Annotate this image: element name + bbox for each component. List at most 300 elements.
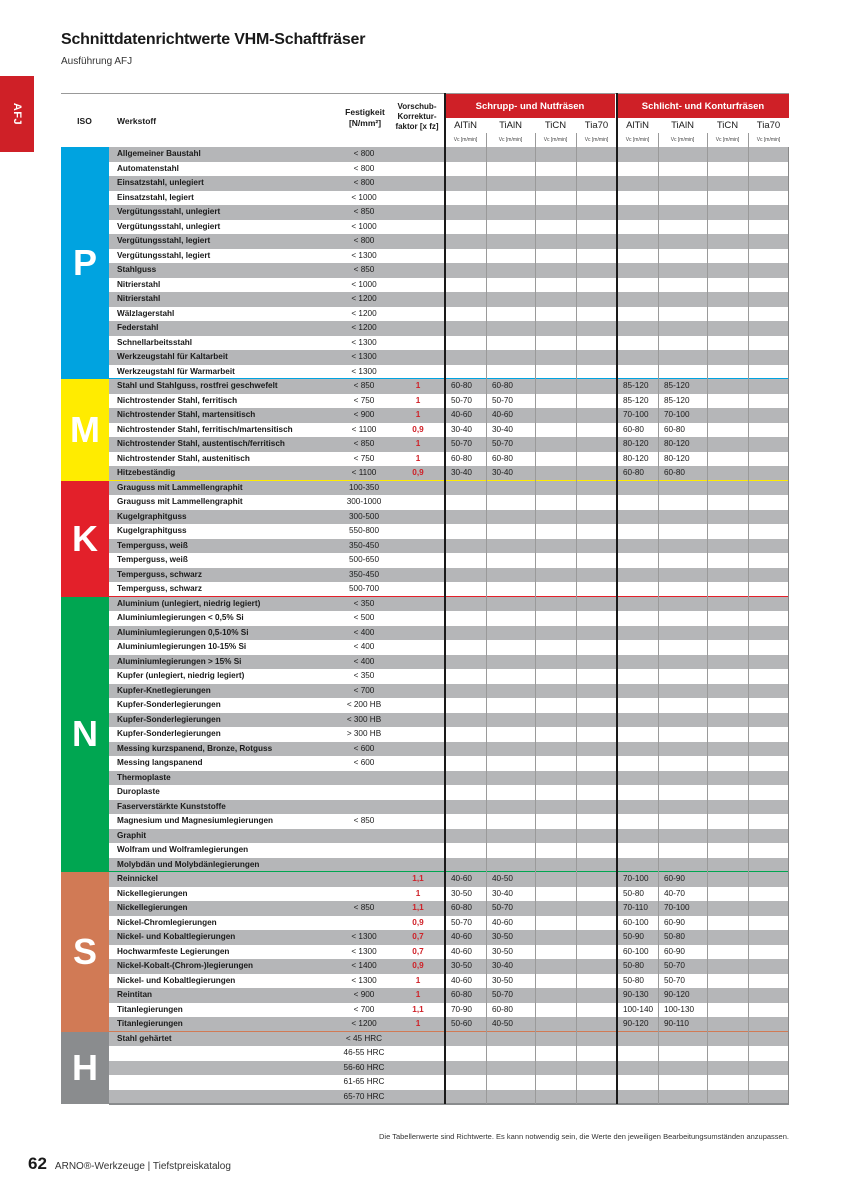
vc-cell	[713, 234, 748, 249]
vc-cell	[582, 916, 617, 931]
vc-cell	[541, 1017, 576, 1032]
vc-cell	[582, 698, 617, 713]
vc-cell	[541, 365, 576, 380]
vc-cell	[713, 640, 748, 655]
vc-cell	[754, 800, 789, 815]
vc-cell	[582, 452, 617, 467]
vc-cell	[582, 669, 617, 684]
iso-group-letter: K	[72, 517, 98, 559]
werkstoff-cell: Vergütungsstahl, legiert	[117, 250, 211, 260]
vc-cell: 50-60	[451, 1019, 472, 1028]
vc-cell	[664, 756, 707, 771]
vc-cell	[754, 901, 789, 916]
vc-cell: 60-80	[451, 990, 472, 999]
vc-cell: 50-70	[492, 395, 513, 405]
vc-cell	[664, 800, 707, 815]
werkstoff-cell: Titanlegierungen	[117, 1004, 183, 1014]
vc-cell	[754, 321, 789, 336]
festigkeit-cell: < 1000	[351, 279, 377, 289]
vc-cell	[582, 1090, 617, 1105]
werkstoff-cell: Messing kurzspanend, Bronze, Rotguss	[117, 743, 273, 753]
vorschub-factor-cell	[391, 278, 445, 293]
table-row	[109, 162, 789, 177]
vc-cell	[492, 785, 535, 800]
table-row	[109, 1061, 789, 1076]
vc-cell	[754, 466, 789, 481]
festigkeit-cell: < 1100	[351, 468, 377, 477]
vc-cell	[451, 263, 486, 278]
vc-cell	[623, 843, 658, 858]
vorschub-factor-cell	[391, 365, 445, 380]
werkstoff-cell: Kupfer-Sonderlegierungen	[117, 729, 221, 738]
header-group-schrupp: Schrupp- und Nutfräsen	[445, 94, 615, 118]
vc-cell	[541, 524, 576, 539]
werkstoff-cell: Aluminiumlegierungen < 0,5% Si	[117, 613, 244, 622]
vorschub-factor-cell	[391, 524, 445, 539]
werkstoff-cell: Kugelgraphitguss	[117, 526, 187, 535]
table-row	[109, 945, 789, 960]
werkstoff-cell: Nichtrostender Stahl, ferritisch/martensitisch	[117, 424, 293, 434]
festigkeit-cell: < 800	[353, 236, 375, 245]
vc-cell	[582, 568, 617, 583]
festigkeit-cell: 46-55 HRC	[343, 1048, 385, 1057]
vc-cell	[754, 408, 789, 423]
vc-cell	[664, 278, 707, 293]
vc-cell: 60-80	[623, 424, 644, 434]
festigkeit-cell	[337, 829, 391, 844]
vc-cell: 40-60	[492, 917, 513, 927]
table-row	[109, 930, 789, 945]
vc-cell	[623, 292, 658, 307]
vc-cell	[623, 1090, 658, 1105]
festigkeit-cell: < 200 HB	[346, 700, 382, 709]
werkstoff-cell: Wolfram und Wolframlegierungen	[117, 845, 249, 854]
column-divider	[535, 133, 536, 1104]
vc-cell	[754, 1032, 789, 1047]
werkstoff-cell: Messing langspanend	[117, 758, 203, 767]
vc-cell	[451, 162, 486, 177]
vc-cell	[754, 814, 789, 829]
vc-cell: 40-60	[451, 932, 472, 941]
iso-group-letter: N	[72, 713, 98, 755]
vc-cell	[713, 321, 748, 336]
vc-cell: 50-70	[451, 395, 472, 405]
vc-cell	[541, 292, 576, 307]
vc-cell	[451, 249, 486, 264]
header-unit: Vc [m/min]	[670, 137, 695, 143]
table-row	[109, 539, 789, 554]
vc-cell	[754, 945, 789, 960]
vc-cell	[754, 147, 789, 162]
vc-cell	[664, 234, 707, 249]
vc-cell	[541, 858, 576, 873]
vc-cell	[623, 365, 658, 380]
vc-cell	[754, 684, 789, 699]
vc-cell	[582, 872, 617, 887]
vc-cell	[541, 162, 576, 177]
header-coating: TiAlN	[671, 120, 694, 131]
vc-cell	[754, 510, 789, 525]
vc-cell	[492, 162, 535, 177]
vc-cell	[582, 307, 617, 322]
vorschub-factor-cell	[391, 481, 445, 496]
side-tab-label: AFJ	[11, 102, 23, 126]
vc-cell	[754, 1017, 789, 1032]
vc-cell	[541, 669, 576, 684]
vorschub-factor-cell	[391, 742, 445, 757]
werkstoff-cell: Temperguss, weiß	[117, 540, 188, 550]
vc-cell	[582, 611, 617, 626]
festigkeit-cell: < 800	[353, 149, 375, 158]
vorschub-factor-cell: 0,7	[412, 946, 424, 956]
vc-cell	[713, 698, 748, 713]
vc-cell	[492, 292, 535, 307]
vc-cell	[492, 1090, 535, 1105]
festigkeit-cell: < 800	[353, 163, 375, 173]
vorschub-factor-cell	[391, 626, 445, 641]
header-unit: Vc [m/min]	[715, 137, 740, 143]
vc-cell: 60-100	[623, 917, 649, 927]
vc-cell	[451, 205, 486, 220]
vc-cell	[582, 901, 617, 916]
vc-cell	[623, 785, 658, 800]
festigkeit-cell: 100-350	[348, 482, 380, 492]
vc-cell	[541, 466, 576, 481]
vc-cell: 85-120	[623, 381, 649, 390]
vc-cell	[664, 147, 707, 162]
vc-cell	[623, 698, 658, 713]
vc-cell	[582, 1061, 617, 1076]
vc-cell	[541, 626, 576, 641]
header-festigkeit	[340, 107, 390, 128]
vc-cell	[713, 974, 748, 989]
vc-cell: 60-80	[492, 381, 513, 390]
side-tab[interactable]	[0, 76, 34, 152]
vc-cell	[541, 1061, 576, 1076]
vc-cell	[623, 727, 658, 742]
vc-cell: 70-100	[623, 410, 649, 419]
vc-cell	[713, 524, 748, 539]
table-row	[109, 553, 789, 568]
festigkeit-cell: 56-60 HRC	[343, 1062, 385, 1072]
vc-cell	[492, 539, 535, 554]
vc-cell	[541, 655, 576, 670]
vc-cell	[754, 829, 789, 844]
vc-cell	[713, 379, 748, 394]
vc-cell	[451, 481, 486, 496]
werkstoff-cell: Nickellegierungen	[117, 888, 188, 898]
vc-cell	[754, 655, 789, 670]
vc-cell	[541, 205, 576, 220]
vc-cell: 30-40	[492, 961, 513, 970]
vorschub-factor-cell	[391, 713, 445, 728]
vc-cell	[541, 800, 576, 815]
festigkeit-cell: < 350	[353, 598, 375, 608]
vc-cell	[582, 1075, 617, 1090]
vc-cell	[541, 771, 576, 786]
header-festigkeit-line1: Festigkeit	[345, 107, 385, 117]
vc-cell	[582, 191, 617, 206]
vc-cell	[582, 930, 617, 945]
column-divider	[486, 133, 487, 1104]
festigkeit-cell	[337, 771, 391, 786]
vc-cell: 60-80	[451, 903, 472, 912]
vc-cell	[754, 887, 789, 902]
table-row	[109, 611, 789, 626]
vc-cell	[713, 1032, 748, 1047]
vc-cell	[451, 176, 486, 191]
vorschub-factor-cell	[391, 336, 445, 351]
vorschub-factor-cell	[391, 321, 445, 336]
vc-cell	[754, 539, 789, 554]
vc-cell	[492, 191, 535, 206]
vc-cell	[492, 626, 535, 641]
werkstoff-cell: Werkzeugstahl für Warmarbeit	[117, 366, 235, 376]
vc-cell	[541, 727, 576, 742]
vc-cell	[664, 785, 707, 800]
vc-cell	[754, 669, 789, 684]
header-vorschub-line1: Vorschub-	[397, 102, 437, 111]
werkstoff-cell: Federstahl	[117, 323, 159, 332]
vc-cell	[623, 1032, 658, 1047]
vorschub-factor-cell	[391, 771, 445, 786]
vc-cell	[582, 582, 617, 597]
vc-cell	[754, 263, 789, 278]
festigkeit-cell	[337, 800, 391, 815]
festigkeit-cell: < 1200	[351, 308, 377, 318]
table-row	[109, 582, 789, 597]
vc-cell	[492, 205, 535, 220]
vc-cell	[664, 292, 707, 307]
vc-cell	[754, 162, 789, 177]
vc-cell	[582, 553, 617, 568]
vc-cell	[754, 698, 789, 713]
vc-cell	[582, 655, 617, 670]
vc-cell	[492, 611, 535, 626]
vorschub-factor-cell: 0,9	[412, 424, 424, 434]
vc-cell	[582, 887, 617, 902]
vorschub-factor-cell	[391, 1075, 445, 1090]
vc-cell	[492, 800, 535, 815]
werkstoff-cell: Nickel-Kobalt-(Chrom-)legierungen	[117, 961, 254, 970]
vc-cell	[582, 481, 617, 496]
vc-cell	[451, 771, 486, 786]
vc-cell	[451, 568, 486, 583]
vc-cell	[492, 249, 535, 264]
vc-cell	[754, 959, 789, 974]
vc-cell	[541, 640, 576, 655]
vc-cell	[754, 771, 789, 786]
table-row	[109, 713, 789, 728]
vc-cell	[664, 1061, 707, 1076]
table-row	[109, 263, 789, 278]
werkstoff-cell: Schnellarbeitsstahl	[117, 337, 193, 347]
vorschub-factor-cell	[391, 1061, 445, 1076]
vorschub-factor-cell	[391, 205, 445, 220]
vc-cell: 30-40	[492, 888, 513, 898]
vc-cell	[623, 626, 658, 641]
werkstoff-cell: Allgemeiner Baustahl	[117, 149, 201, 158]
page-subtitle: Ausführung AFJ	[61, 56, 133, 67]
iso-group-p	[61, 147, 109, 379]
vc-cell	[492, 771, 535, 786]
table-row	[109, 249, 789, 264]
vc-cell	[623, 495, 658, 510]
vc-cell	[713, 1046, 748, 1061]
table-row	[109, 278, 789, 293]
table-header	[61, 93, 789, 147]
vc-cell	[623, 640, 658, 655]
vc-cell	[582, 771, 617, 786]
vc-cell	[664, 611, 707, 626]
vc-cell	[713, 727, 748, 742]
vc-cell	[664, 263, 707, 278]
vc-cell: 30-50	[492, 946, 513, 956]
vc-cell	[713, 350, 748, 365]
vc-cell	[582, 858, 617, 873]
vc-cell	[754, 582, 789, 597]
table-row	[109, 684, 789, 699]
vc-cell	[582, 147, 617, 162]
vc-cell	[713, 597, 748, 612]
vorschub-factor-cell	[391, 553, 445, 568]
vorschub-factor-cell: 1	[415, 975, 421, 985]
vc-cell	[754, 611, 789, 626]
vc-cell	[623, 350, 658, 365]
vc-cell	[541, 1003, 576, 1018]
vc-cell	[754, 843, 789, 858]
vc-cell	[713, 394, 748, 409]
vc-cell	[664, 669, 707, 684]
table-row	[109, 800, 789, 815]
vc-cell	[541, 147, 576, 162]
iso-group-s	[61, 872, 109, 1032]
vc-cell	[754, 278, 789, 293]
werkstoff-cell: Nickel-Chromlegierungen	[117, 917, 217, 927]
vc-cell	[582, 742, 617, 757]
vc-cell	[541, 684, 576, 699]
festigkeit-cell: 300-1000	[346, 497, 382, 506]
vc-cell	[754, 205, 789, 220]
werkstoff-cell: Werkzeugstahl für Kaltarbeit	[117, 352, 228, 361]
werkstoff-cell: Einsatzstahl, unlegiert	[117, 178, 204, 187]
festigkeit-cell: < 1300	[351, 932, 377, 941]
vc-cell	[582, 394, 617, 409]
header-coating: AlTiN	[454, 120, 477, 131]
vc-cell	[582, 249, 617, 264]
vc-cell	[451, 698, 486, 713]
vc-cell	[754, 1003, 789, 1018]
vc-cell	[623, 249, 658, 264]
vc-cell	[664, 162, 707, 177]
vc-cell: 60-80	[492, 1004, 513, 1014]
werkstoff-cell: Kupfer-Knetlegierungen	[117, 685, 211, 695]
vc-cell	[492, 655, 535, 670]
vc-cell	[713, 205, 748, 220]
table-row	[109, 1003, 789, 1018]
vc-cell: 70-100	[623, 874, 649, 883]
vc-cell	[754, 568, 789, 583]
table-row	[109, 742, 789, 757]
werkstoff-cell: Nickellegierungen	[117, 903, 188, 912]
vorschub-factor-cell	[391, 814, 445, 829]
festigkeit-cell: < 1300	[351, 352, 377, 361]
vc-cell: 60-90	[664, 917, 685, 927]
vc-cell	[582, 437, 617, 452]
vc-cell	[664, 220, 707, 235]
vc-cell	[623, 771, 658, 786]
table-row	[109, 829, 789, 844]
vc-cell	[492, 640, 535, 655]
werkstoff-cell: Vergütungsstahl, legiert	[117, 236, 211, 245]
festigkeit-cell: < 1200	[351, 294, 377, 303]
table-row	[109, 307, 789, 322]
vc-cell	[754, 872, 789, 887]
vc-cell: 50-90	[623, 932, 644, 941]
vc-cell	[541, 408, 576, 423]
vc-cell	[713, 191, 748, 206]
vc-cell	[582, 684, 617, 699]
vc-cell	[541, 350, 576, 365]
iso-group-letter: M	[70, 408, 100, 450]
header-group-schlicht: Schlicht- und Konturfräsen	[617, 94, 789, 118]
werkstoff-cell: Nickel- und Kobaltlegierungen	[117, 975, 236, 985]
vc-cell	[713, 858, 748, 873]
header-coating: TiCN	[716, 120, 739, 131]
vc-cell	[664, 191, 707, 206]
vc-cell	[713, 423, 748, 438]
vc-cell	[713, 220, 748, 235]
column-divider-strong	[616, 93, 618, 1104]
werkstoff-cell: Temperguss, schwarz	[117, 584, 202, 593]
vc-cell	[582, 510, 617, 525]
table-row	[109, 408, 789, 423]
festigkeit-cell: < 1300	[351, 975, 377, 985]
festigkeit-cell: < 850	[353, 903, 375, 912]
vc-cell	[451, 655, 486, 670]
vc-cell	[451, 1090, 486, 1105]
vc-cell	[541, 698, 576, 713]
vc-cell: 100-130	[664, 1004, 695, 1014]
werkstoff-cell: Stahlguss	[117, 265, 157, 274]
werkstoff-cell: Nitrierstahl	[117, 294, 161, 303]
iso-group-n	[61, 597, 109, 873]
vc-cell	[541, 959, 576, 974]
iso-group-m	[61, 379, 109, 481]
vc-cell	[582, 539, 617, 554]
werkstoff-cell: Aluminiumlegierungen 10-15% Si	[117, 642, 247, 651]
festigkeit-cell	[337, 843, 391, 858]
vc-cell	[541, 191, 576, 206]
vc-cell	[754, 1061, 789, 1076]
vc-cell	[451, 278, 486, 293]
vc-cell	[582, 988, 617, 1003]
vc-cell	[754, 626, 789, 641]
vc-cell	[492, 147, 535, 162]
vc-cell	[582, 176, 617, 191]
vorschub-factor-cell: 1	[415, 410, 421, 419]
vc-cell	[623, 597, 658, 612]
vc-cell	[754, 481, 789, 496]
werkstoff-cell: Molybdän und Molybdänlegierungen	[117, 859, 260, 869]
vc-cell	[492, 350, 535, 365]
vc-cell	[664, 626, 707, 641]
vc-cell	[451, 800, 486, 815]
vc-cell: 80-120	[623, 453, 649, 463]
werkstoff-cell: Hochwarmfeste Legierungen	[117, 946, 230, 956]
vc-cell	[451, 234, 486, 249]
vc-cell	[541, 452, 576, 467]
